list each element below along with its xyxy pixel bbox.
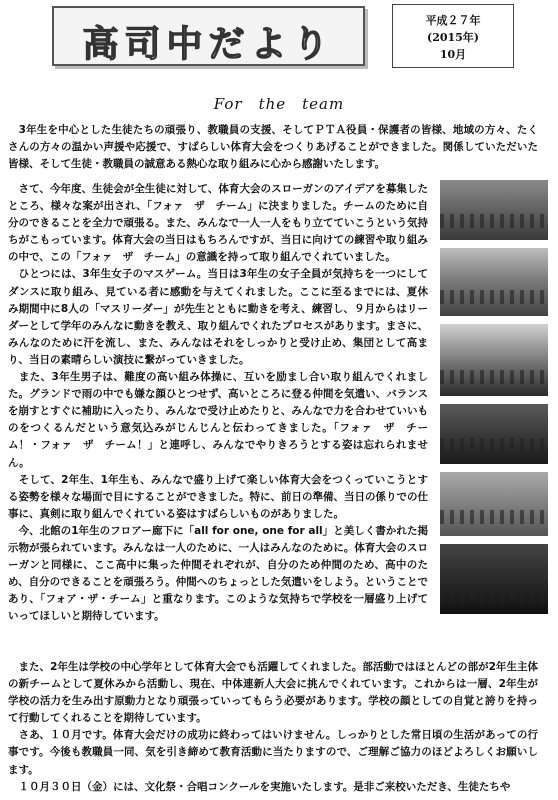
newsletter-title: 高司中だより	[82, 24, 335, 65]
western-year: (2015年)	[426, 31, 480, 44]
sports-day-photo	[440, 404, 548, 464]
sports-day-photo	[440, 248, 548, 316]
pyramid-photo	[440, 324, 548, 396]
intro-paragraph: 3年生を中心とした生徒たちの頑張り、教職員の支援、そしてＰＴＡ役員・保護者の皆様、地域の方々、たくさんの方々の温かい声援や応援で、すばらしい体育大会をつくりあげることができました。関係していただいた皆様、そして生徒・教職員の誠意ある熱心な取り組みに心から感謝いたします。	[8, 124, 538, 171]
issue-date-box	[392, 4, 514, 68]
issue-month: 10月	[439, 48, 467, 61]
era-year: 平成２７年	[425, 14, 481, 27]
section-heading: For the team	[213, 95, 345, 113]
sports-day-photo	[440, 180, 548, 240]
photo-column	[440, 180, 548, 622]
newsletter-title-box	[52, 6, 365, 66]
closing-paragraphs: また、2年生は学校の中心学年として体育大会でも活躍してくれました。部活動ではほとんどの部が2年生主体の新チームとして夏休みから活動し、現在、中体連新人大会に挑んでくれています。これからは一層、2年生が学校の活力を生み出す原動力となり頑張っていってもらう必要があります。学校の顔としての自覚と誇りを持って行動してくれることを期待しています。 さあ、１０月です。体育大会だけの成功に終わってはいけません。しっかりとした常日頃の生活があっての行事です。今後も教職員一同、気を引き締めて教育活動に当たりますので、ご理解ご協力のほどよろしくお願いします。 １０月３０日（金）には、文化祭・合唱コンクールを実施いたします。是非ご来校いただき、生徒たちや	[8, 661, 538, 793]
sports-day-photo	[440, 472, 548, 536]
body-paragraphs: さて、今年度、生徒会が全生徒に対して、体育大会のスローガンのアイデアを募集したところ、様々な案が出され、「フォァ ザ チーム」に決まりました。チームのために自分のできることを全力で頑張る。また、みんなで一人一人をもり立てていこうという気持ちがこもっています。体育大会の当日はもちろんですが、当日に向けての練習や取り組みの中で、この「フォァ ザ チーム」の意識を持って取り組んでくれていました。 ひとつには、3年生女子のマスゲーム。当日は3年生の女子全員が気持ちを一つにしてダンスに取り組み、見ている者に感動を与えてくれました。ここに至るまでには、夏休み期間中に8人の「マスリーダー」が先生とともに動きを考え、練習し、９月からはリーダーとして学年のみんなに動きを教え、取り組んでくれたプロセスがあります。まさに、みんなのために汗を流し、また、みんなはそれをしっかりと受け止め、集団として高まり、当日の素晴らしい演技に繋がっていきました。 また、3年生男子は、難度の高い組み体操に、互いを励まし合い取り組んでくれました。グランドで雨の中でも嫌な顔ひとつせず、高いところに登る仲間を気遣い、バランスを崩すとすぐに補助に入ったり、みんなで受け止めたりと、みんなで力を合わせていいものをつくるんだという意気込みがじんじんと伝わってきました。「フォァ ザ チーム！・フォァ ザ チーム！」と連呼し、みんなでやりきろうとする姿は忘れられません。 そして、2年生、1年生も、みんなで盛り上げて楽しい体育大会をつくっていこうとする姿勢を様々な場面で目にすることができました。特に、前日の準備、当日の係りでの仕事に、真剣に取り組んでくれている姿はすばらしいものがありました。 今、北館の1年生のフロアー廊下に「all for one, one for all」と美しく書かれた掲示物が張られています。みんなは一人のために、一人はみんなのために。体育大会のスローガンと同様に、ここ高中に集った仲間それぞれが、自分のため仲間のため、高中のため、自分のできることを頑張ろう。仲間へのちょっとした気遣いをしよう。ということであり、「フォア・ザ・チーム」と重なります。このような気持ちで学校を一層盛り上げていってほしいと期待しています。	[8, 183, 428, 623]
students-photo	[440, 544, 548, 614]
